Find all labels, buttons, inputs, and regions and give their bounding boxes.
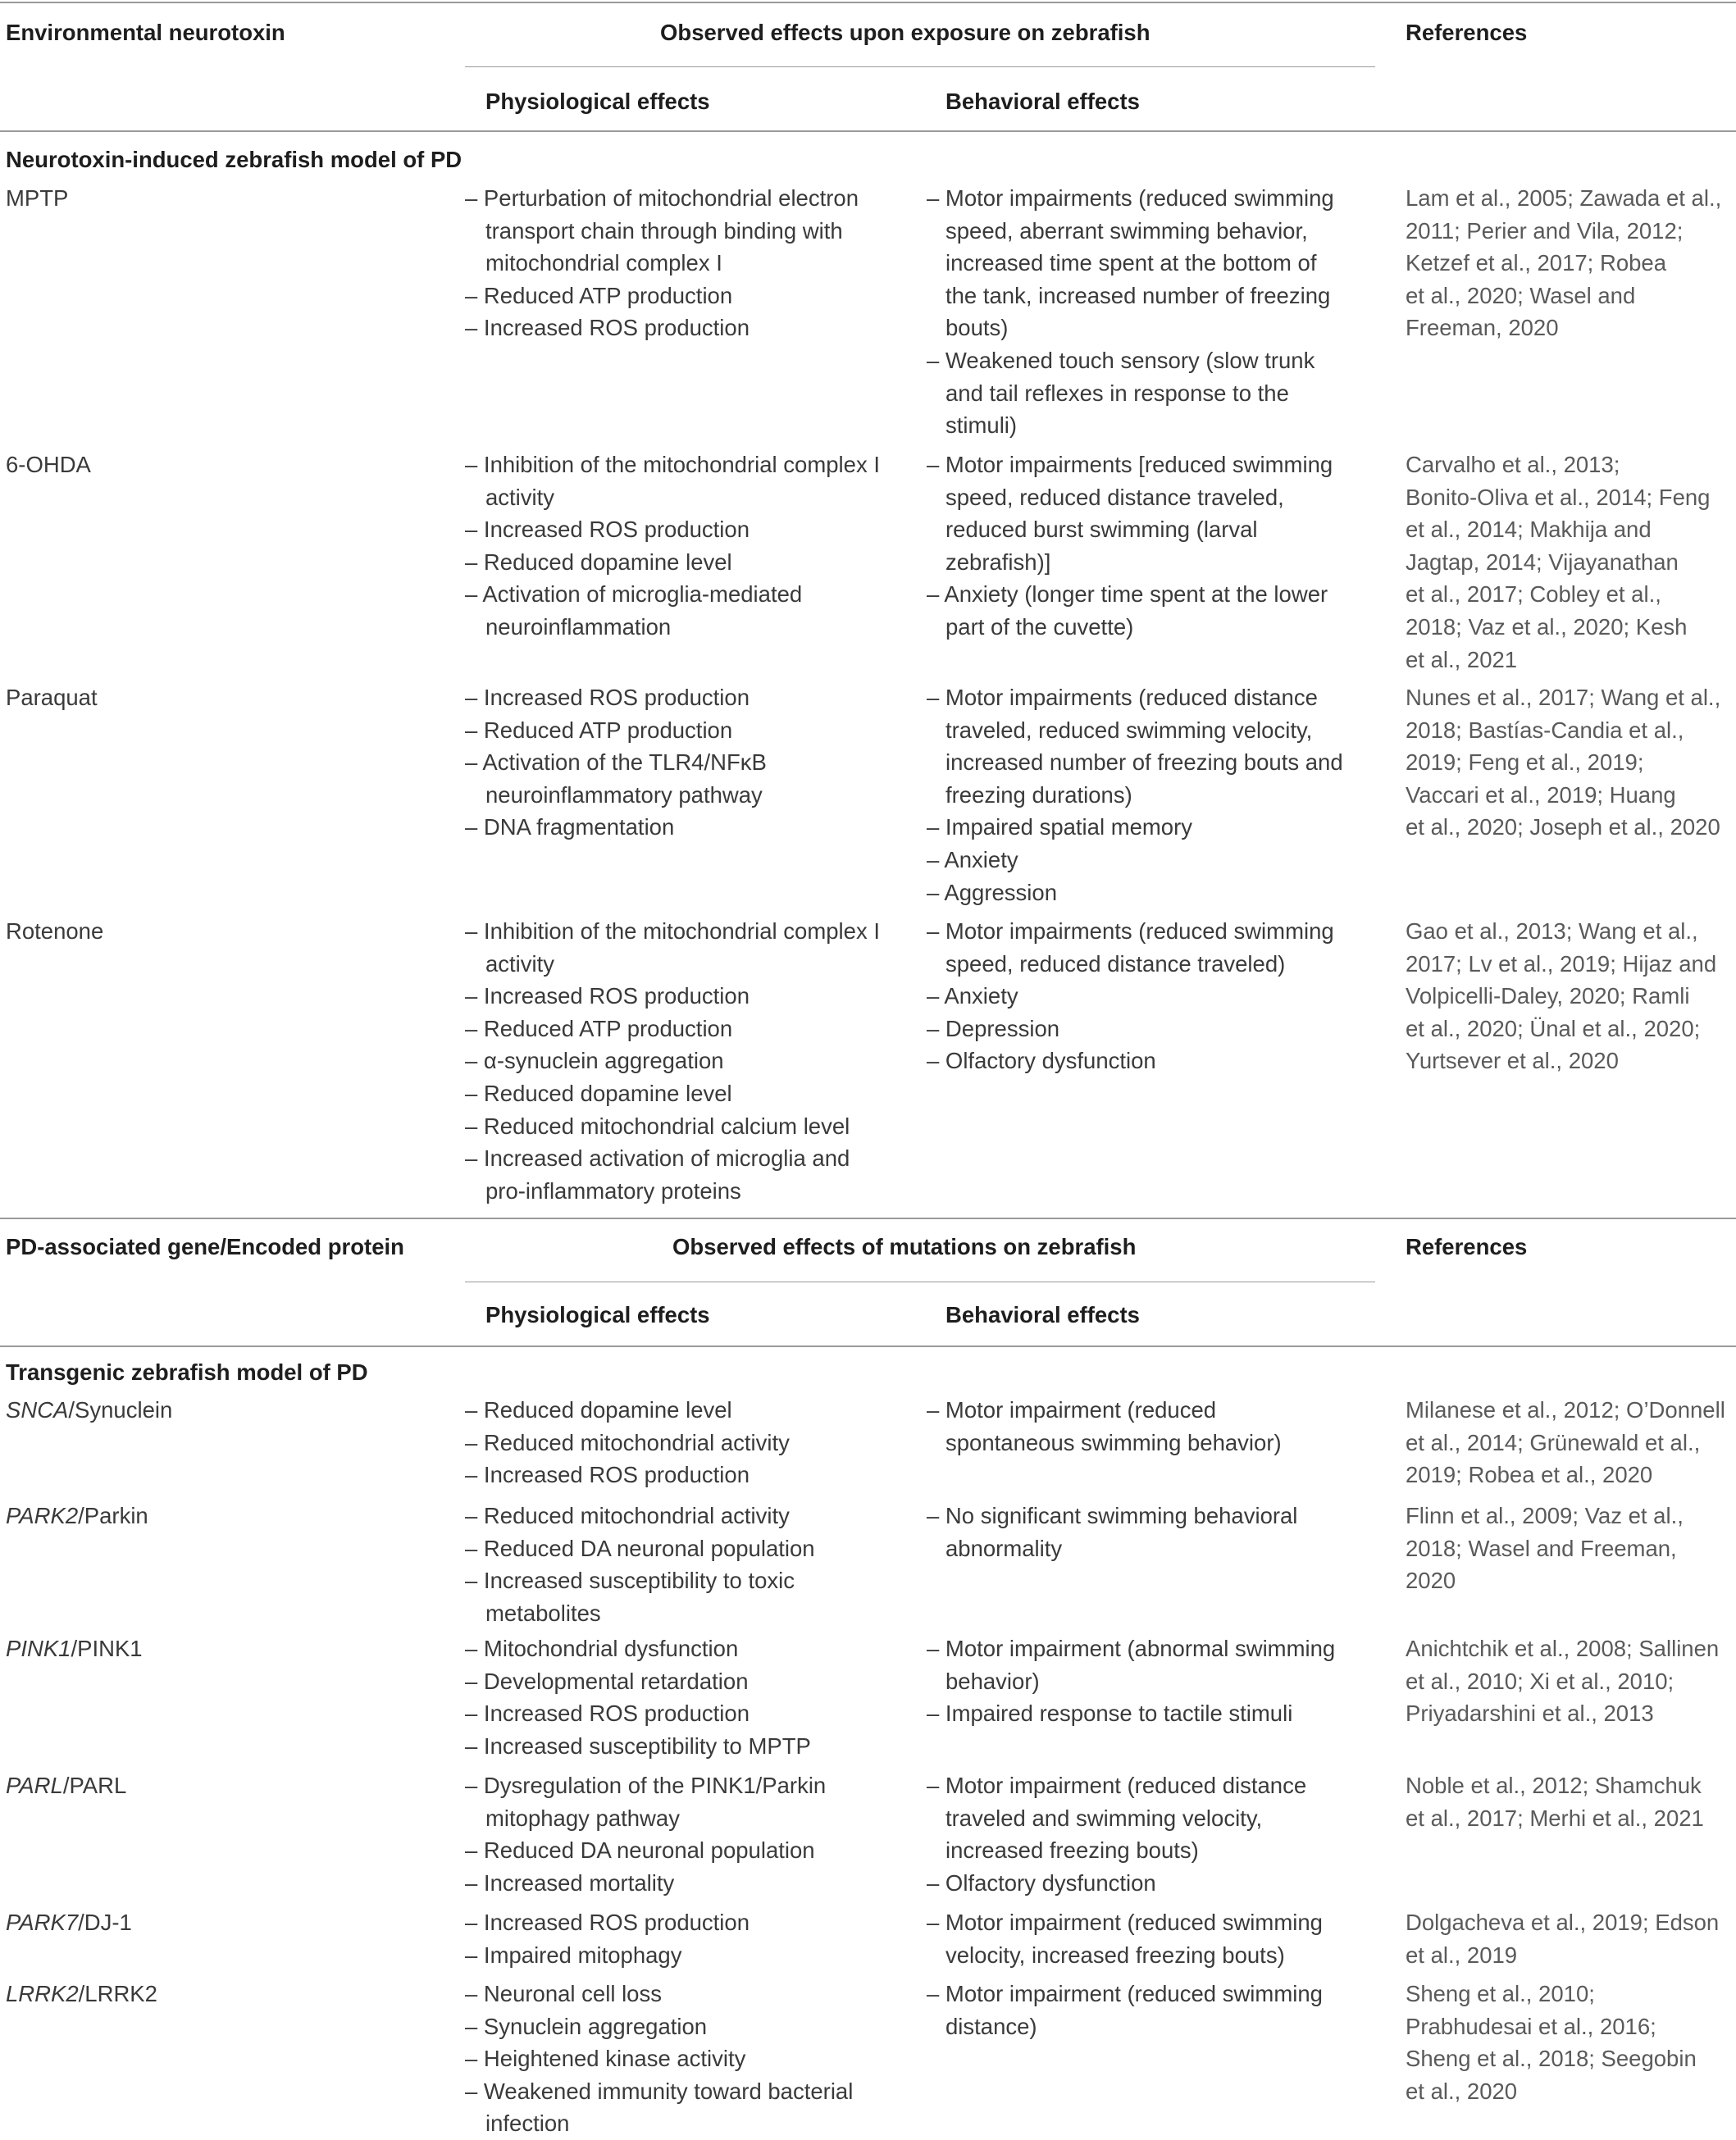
- effects-group-header: Observed effects upon exposure on zebrafish: [660, 20, 1150, 45]
- behavioral-effects: – Motor impairments (reduced swimming speed, aberrant swimming behavior, increased time spent at the bottom of the tank, increased number of freezing bouts) – Weakened touch sensory (slow trunk and tail reflexes in response to the stimuli): [927, 185, 1334, 439]
- encoded-protein: /LRRK2: [78, 1981, 157, 2006]
- references: Noble et al., 2012; Shamchuk et al., 2017; Merhi et al., 2021: [1406, 1773, 1704, 1831]
- header-bottom-rule-2: [0, 1345, 1736, 1347]
- physiological-effects: – Perturbation of mitochondrial electron transport chain through binding with mitochondrial complex I – Reduced ATP production – Increased ROS production: [465, 185, 859, 341]
- gene-name: [6, 1769, 126, 1802]
- encoded-protein: /DJ-1: [78, 1910, 132, 1935]
- behavioral-effects: – Motor impairments (reduced distance traveled, reduced swimming velocity, increased number of freezing bouts and freezing durations) – Impaired spatial memory – Anxiety – Aggression: [927, 685, 1343, 905]
- encoded-protein: /PINK1: [71, 1636, 143, 1661]
- physiological-effects: – Inhibition of the mitochondrial complex I activity – Increased ROS production – Reduced dopamine level – Activation of microglia-mediated neuroinflammation: [465, 452, 880, 640]
- section-title: Neurotoxin-induced zebrafish model of PD: [6, 147, 462, 172]
- group-underline-1: [465, 66, 1375, 67]
- gene-name: [6, 1632, 143, 1665]
- references: Nunes et al., 2017; Wang et al., 2018; Bastías-Candia et al., 2019; Feng et al., 2019; Vaccari et al., 2019; Huang et al., 2020; Joseph et al., 2020: [1406, 685, 1721, 840]
- references-header: References: [1406, 20, 1528, 45]
- physiological-effects: – Neuronal cell loss – Synuclein aggregation – Heightened kinase activity – Weakened immunity toward bacterial infection: [465, 1981, 854, 2137]
- behavioral-effects: – Motor impairment (reduced swimming distance): [927, 1981, 1323, 2039]
- references: Carvalho et al., 2013; Bonito-Oliva et al., 2014; Feng et al., 2014; Makhija and Jagtap, 2014; Vijayanathan et al., 2017; Cobley et al., 2018; Vaz et al., 2020; Kesh et al., 2021: [1406, 452, 1711, 672]
- physiological-effects: – Inhibition of the mitochondrial complex I activity – Increased ROS production – Reduced ATP production – α-synuclein aggregation – Reduced dopamine level – Reduced mitochondrial calcium level – Increased activation of microglia and pro-inflammatory proteins: [465, 918, 880, 1204]
- behavioral-header: Behavioral effects: [945, 89, 1140, 114]
- col1-header: PD-associated gene/Encoded protein: [6, 1234, 404, 1259]
- toxin-name: Paraquat: [6, 685, 98, 710]
- references: Sheng et al., 2010; Prabhudesai et al., 2016; Sheng et al., 2018; Seegobin et al., 2020: [1406, 1981, 1697, 2104]
- physiological-effects: – Reduced dopamine level – Reduced mitochondrial activity – Increased ROS production: [465, 1397, 790, 1488]
- effects-group-header: Observed effects of mutations on zebrafish: [672, 1234, 1137, 1259]
- references: Anichtchik et al., 2008; Sallinen et al., 2010; Xi et al., 2010; Priyadarshini et al., 2013: [1406, 1636, 1720, 1727]
- section-title: Transgenic zebrafish model of PD: [6, 1359, 368, 1385]
- encoded-protein: /Synuclein: [68, 1397, 173, 1423]
- gene-symbol: LRRK2: [6, 1981, 79, 2006]
- behavioral-header: Behavioral effects: [945, 1302, 1140, 1327]
- physiological-effects: – Dysregulation of the PINK1/Parkin mitophagy pathway – Reduced DA neuronal population – Increased mortality: [465, 1773, 827, 1896]
- references: Gao et al., 2013; Wang et al., 2017; Lv et al., 2019; Hijaz and Volpicelli-Daley, 2020; Ramli et al., 2020; Ünal et al., 2020; Yurtsever et al., 2020: [1406, 918, 1717, 1074]
- gene-name: [6, 1978, 157, 2010]
- top-rule: [0, 2, 1736, 3]
- encoded-protein: /Parkin: [78, 1503, 148, 1528]
- references-header: References: [1406, 1234, 1528, 1259]
- physiological-effects: – Mitochondrial dysfunction – Developmental retardation – Increased ROS production – Increased susceptibility to MPTP: [465, 1636, 811, 1759]
- behavioral-effects: – No significant swimming behavioral abnormality: [927, 1503, 1298, 1561]
- physiological-effects: – Reduced mitochondrial activity – Reduced DA neuronal population – Increased susceptibility to toxic metabolites: [465, 1503, 815, 1626]
- behavioral-effects: – Motor impairment (abnormal swimming behavior) – Impaired response to tactile stimuli: [927, 1636, 1336, 1727]
- gene-symbol: PARK2: [6, 1503, 79, 1528]
- gene-symbol: PARK7: [6, 1910, 79, 1935]
- gene-symbol: PINK1: [6, 1636, 71, 1661]
- toxin-name: Rotenone: [6, 918, 104, 944]
- toxin-name: 6-OHDA: [6, 452, 91, 477]
- behavioral-effects: – Motor impairment (reduced spontaneous swimming behavior): [927, 1397, 1282, 1455]
- behavioral-effects: – Motor impairments [reduced swimming speed, reduced distance traveled, reduced burst swimming (larval zebrafish)] – Anxiety (longer time spent at the lower part of the cuvette): [927, 452, 1333, 640]
- physiological-header: Physiological effects: [485, 1302, 710, 1327]
- references: Dolgacheva et al., 2019; Edson et al., 2019: [1406, 1910, 1720, 1968]
- col1-header: Environmental neurotoxin: [6, 20, 285, 45]
- gene-name: [6, 1500, 148, 1532]
- gene-symbol: SNCA: [6, 1397, 69, 1423]
- behavioral-effects: – Motor impairment (reduced distance traveled and swimming velocity, increased freezing bouts) – Olfactory dysfunction: [927, 1773, 1307, 1896]
- gene-name: [6, 1906, 132, 1939]
- encoded-protein: /PARL: [62, 1773, 127, 1798]
- physiological-header: Physiological effects: [485, 89, 710, 114]
- toxin-name: MPTP: [6, 185, 69, 211]
- gene-symbol: PARL: [6, 1773, 63, 1798]
- section-divider-rule: [0, 1218, 1736, 1219]
- gene-name: [6, 1394, 172, 1427]
- physiological-effects: – Increased ROS production – Impaired mitophagy: [465, 1910, 750, 1968]
- references: Milanese et al., 2012; O’Donnell et al., 2014; Grünewald et al., 2019; Robea et al., 2020: [1406, 1397, 1725, 1488]
- references: Lam et al., 2005; Zawada et al., 2011; Perier and Vila, 2012; Ketzef et al., 2017; Robea et al., 2020; Wasel and Freeman, 2020: [1406, 185, 1722, 341]
- references: Flinn et al., 2009; Vaz et al., 2018; Wasel and Freeman, 2020: [1406, 1503, 1684, 1594]
- behavioral-effects: – Motor impairments (reduced swimming speed, reduced distance traveled) – Anxiety – Depression – Olfactory dysfunction: [927, 918, 1334, 1074]
- physiological-effects: – Increased ROS production – Reduced ATP production – Activation of the TLR4/NFκB neuroinflammatory pathway – DNA fragmentation: [465, 685, 767, 840]
- header-bottom-rule-1: [0, 130, 1736, 132]
- behavioral-effects: – Motor impairment (reduced swimming velocity, increased freezing bouts): [927, 1910, 1323, 1968]
